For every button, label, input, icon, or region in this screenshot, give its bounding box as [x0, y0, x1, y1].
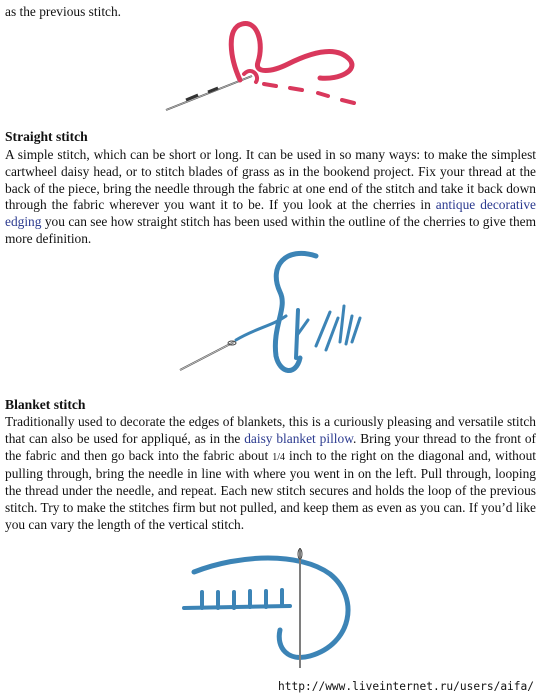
blanket-stitch-illustration	[180, 544, 370, 672]
antique-edging-link[interactable]: antique decorative edging	[5, 197, 536, 230]
source-url[interactable]: http://www.liveinternet.ru/users/aifa/	[278, 680, 534, 693]
section-body: Traditionally used to decorate the edges of blankets, this is a curiously pleasing and versatile stitch that can also be used for appliqué, as in the daisy blanket pillow. Bring your thread to the front of the fabric and then go back into the fabric about 1/4 inch to the right on the diagonal and, without pulling through, bring the needle in line with where you went in on the left. Pull through, looping the thread under the needle, and repeat. Each new stitch secures and holds the loop of the previous stitch. Try to make the stitches firm but not pulled, and keep them as even as you can. If you’d like you can vary the length of the vertical stitch.	[5, 414, 536, 532]
straight-stitch-illustration	[176, 246, 376, 386]
section-heading: Straight stitch	[5, 129, 88, 144]
fraction: 1/4	[272, 451, 286, 463]
section-body: A simple stitch, which can be short or long. It can be used in so many ways: to make the simplest cartwheel daisy head, or to stitch blades of grass as in the bookend project. Fix your thread at the back of the piece, bring the needle through the fabric at one end of the stitch and take it back down through the fabric wherever you want it to be. If you look at the cherries in antique decorative edging you can see how straight stitch has been used within the outline of the cherries to give them more definition.	[5, 147, 536, 246]
daisy-pillow-link[interactable]: daisy blanket pillow	[244, 430, 354, 446]
running-stitch-illustration	[160, 18, 370, 118]
intro-tail: as the previous stitch.	[5, 4, 122, 19]
section-heading: Blanket stitch	[5, 397, 86, 412]
